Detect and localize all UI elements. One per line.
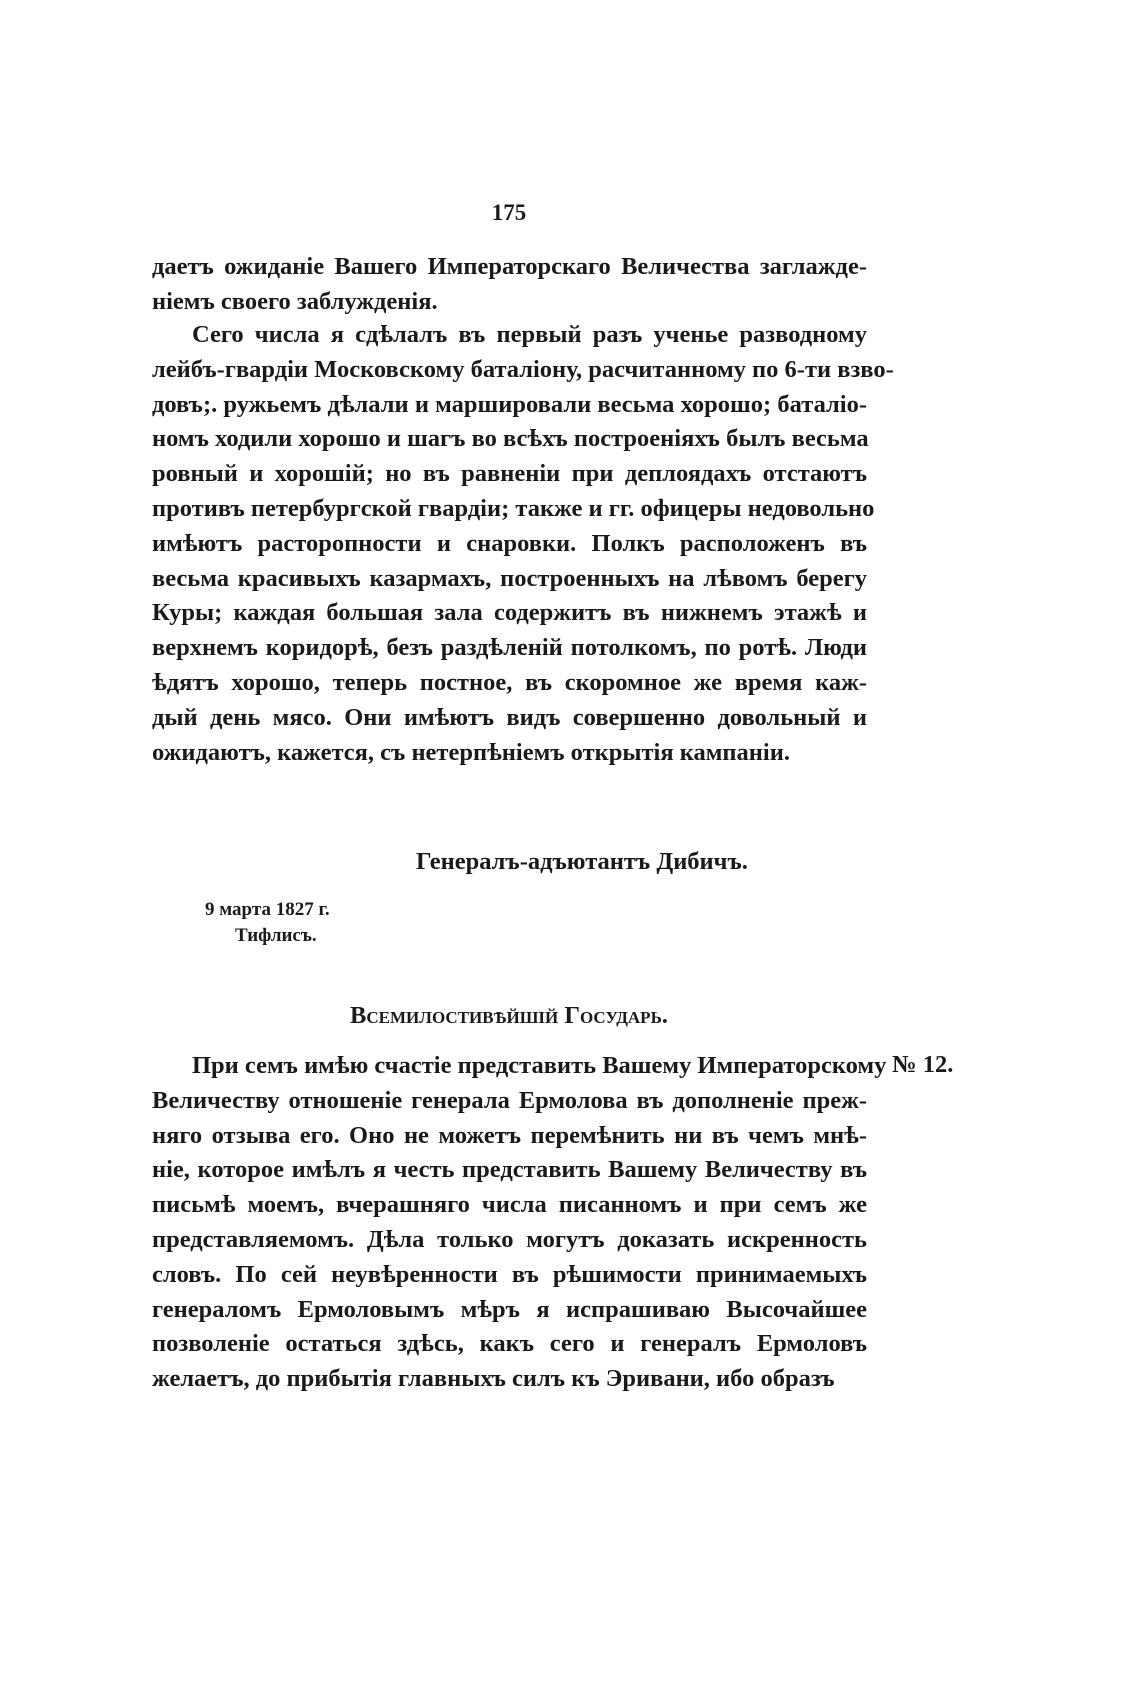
text-line: ровный и хорошій; но въ равненіи при деплоядахъ отстаютъ xyxy=(152,460,867,488)
text-line: весьма красивыхъ казармахъ, построенныхъ на лѣвомъ берегу xyxy=(152,564,867,592)
text-line: желаетъ, до прибытія главныхъ силъ къ Эривани, ибо образъ xyxy=(152,1365,835,1393)
text-line: ожидаютъ, кажется, съ нетерпѣніемъ открытія кампаніи. xyxy=(152,738,790,766)
text-line: няго отзыва его. Оно не можетъ перемѣнить ни въ чемъ мнѣ- xyxy=(152,1121,867,1149)
date-place xyxy=(205,897,330,949)
text-line: письмѣ моемъ, вчерашняго числа писанномъ и при семъ же xyxy=(152,1191,867,1219)
text-line: генераломъ Ермоловымъ мѣръ я испрашиваю Высочайшее xyxy=(152,1295,867,1323)
text-line: представляемомъ. Дѣла только могутъ доказать искренность xyxy=(152,1225,867,1253)
paragraph-1 xyxy=(152,250,867,320)
text-line: При семъ имѣю счастіе представить Вашему Императорскому xyxy=(192,1052,887,1079)
text-line: Куры; каждая большая зала содержитъ въ нижнемъ этажѣ и xyxy=(152,599,867,627)
text-line: Величеству отношеніе генерала Ермолова въ дополненіе преж- xyxy=(152,1086,867,1114)
text-line: ніемъ своего заблужденія. xyxy=(152,287,438,315)
letter-date: 9 марта 1827 г. xyxy=(205,899,330,920)
paragraph-3 xyxy=(152,1049,887,1397)
text-line: лейбъ-гвардіи Московскому баталіону, расчитанному по 6-ти взво- xyxy=(152,355,894,383)
page-number: 175 xyxy=(491,200,527,225)
text-line: позволеніе остаться здѣсь, какъ сего и генералъ Ермоловъ xyxy=(152,1330,867,1358)
document-number: № 12. xyxy=(892,1051,954,1078)
signature: Генералъ-адъютантъ Дибичъ. xyxy=(416,848,748,875)
text-line: ніе, которое имѣлъ я честь представить Вашему Величеству въ xyxy=(152,1156,867,1184)
text-line: Сего числа я сдѣлалъ въ первый разъ ученье разводному xyxy=(192,321,867,348)
text-line: довъ;. ружьемъ дѣлали и маршировали весьма хорошо; баталіо- xyxy=(152,390,867,418)
text-line: верхнемъ коридорѣ, безъ раздѣленій потолкомъ, по ротѣ. Люди xyxy=(152,634,867,662)
text-line: ѣдятъ хорошо, теперь постное, въ скоромное же время каж- xyxy=(152,668,867,696)
text-line: номъ ходили хорошо и шагъ во всѣхъ построеніяхъ былъ весьма xyxy=(152,425,869,453)
paragraph-2 xyxy=(152,318,894,770)
text-line: даетъ ожиданіе Вашего Императорскаго Величества заглажде- xyxy=(152,253,867,280)
text-line: имѣютъ расторопности и снаровки. Полкъ расположенъ въ xyxy=(152,529,867,557)
text-line: дый день мясо. Они имѣютъ видъ совершенно довольный и xyxy=(152,703,867,731)
text-line: противъ петербургской гвардіи; также и гг. офицеры недовольно xyxy=(152,494,875,522)
salutation: Всемилостивѣйшій Государь. xyxy=(350,1002,668,1029)
letter-place: Тифлисъ. xyxy=(235,925,317,946)
text-line: словъ. По сей неувѣренности въ рѣшимости принимаемыхъ xyxy=(152,1260,867,1288)
